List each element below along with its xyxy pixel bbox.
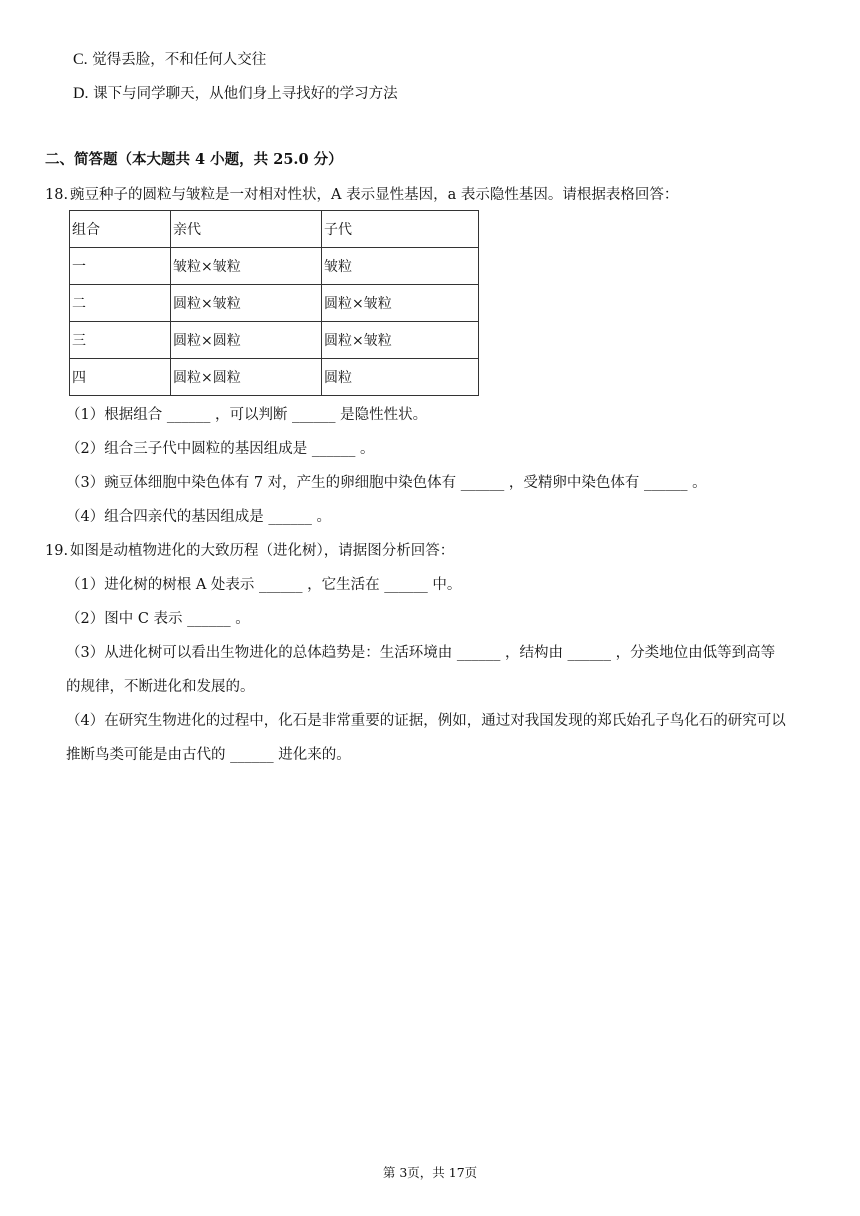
option-c-text: 觉得丢脸，不和任何人交往 [92,52,267,68]
question-19-sub-1: （1）进化树的树根 A 处表示 ______ ，它生活在 ______ 中。 [66,577,462,593]
question-18-sub-4: （4）组合四亲代的基因组成是 ______ 。 [66,509,331,525]
genetics-table [69,210,479,396]
section-heading: 二、简答题（本大题共 4 小题，共 25.0 分） [45,151,343,168]
question-19-sub-3-continued: 的规律，不断进化和发展的。 [66,679,255,695]
question-18-sub-2: （2）组合三子代中圆粒的基因组成是 ______ 。 [66,441,375,457]
table-cell: 圆粒×皱粒 [322,285,479,322]
table-header-cell: 子代 [322,211,479,248]
table-cell: 三 [70,322,171,359]
question-18-stem [45,185,678,205]
option-c-letter: C. [73,51,88,68]
question-18-text: 豌豆种子的圆粒与皱粒是一对相对性状，A 表示显性基因，a 表示隐性基因。请根据表格回答： [70,187,679,203]
table-row [70,248,479,285]
table-row [70,359,479,396]
question-19-sub-2: （2）图中 C 表示 ______ 。 [66,611,250,627]
table-header-row [70,211,479,248]
table-row [70,285,479,322]
table-cell: 圆粒×圆粒 [171,322,322,359]
table-cell: 四 [70,359,171,396]
table-header-cell: 亲代 [171,211,322,248]
question-19-sub-4-continued: 推断鸟类可能是由古代的 ______ 进化来的。 [66,747,351,763]
table-cell: 二 [70,285,171,322]
question-19-text: 如图是动植物进化的大致历程（进化树），请据图分析回答： [70,543,455,559]
option-d-letter: D. [73,85,89,102]
table-cell: 圆粒 [322,359,479,396]
option-c [73,50,266,70]
question-19-stem [45,541,454,561]
table-cell: 圆粒×皱粒 [171,285,322,322]
question-19-number: 19. [45,543,69,559]
question-18-sub-3: （3）豌豆体细胞中染色体有 7 对，产生的卵细胞中染色体有 ______ ，受精卵中染色体有 ______ 。 [66,475,707,491]
question-19-sub-4: （4）在研究生物进化的过程中，化石是非常重要的证据，例如，通过对我国发现的郑氏始孔子鸟化石的研究可以 [66,713,786,729]
table-header-cell: 组合 [70,211,171,248]
table-cell: 圆粒×圆粒 [171,359,322,396]
question-18-number: 18. [45,187,69,203]
table-cell: 圆粒×皱粒 [322,322,479,359]
question-18-sub-1: （1）根据组合 ______ ，可以判断 ______ 是隐性性状。 [66,407,428,423]
question-19-sub-3: （3）从进化树可以看出生物进化的总体趋势是：生活环境由 ______ ，结构由 ______ ，分类地位由低等到高等 [66,645,776,661]
option-d-text: 课下与同学聊天，从他们身上寻找好的学习方法 [93,86,398,102]
option-d [73,84,398,104]
table-row [70,322,479,359]
table-cell: 皱粒 [322,248,479,285]
table-cell: 一 [70,248,171,285]
page-number: 第 3页，共 17页 [382,1165,478,1180]
table-cell: 皱粒×皱粒 [171,248,322,285]
